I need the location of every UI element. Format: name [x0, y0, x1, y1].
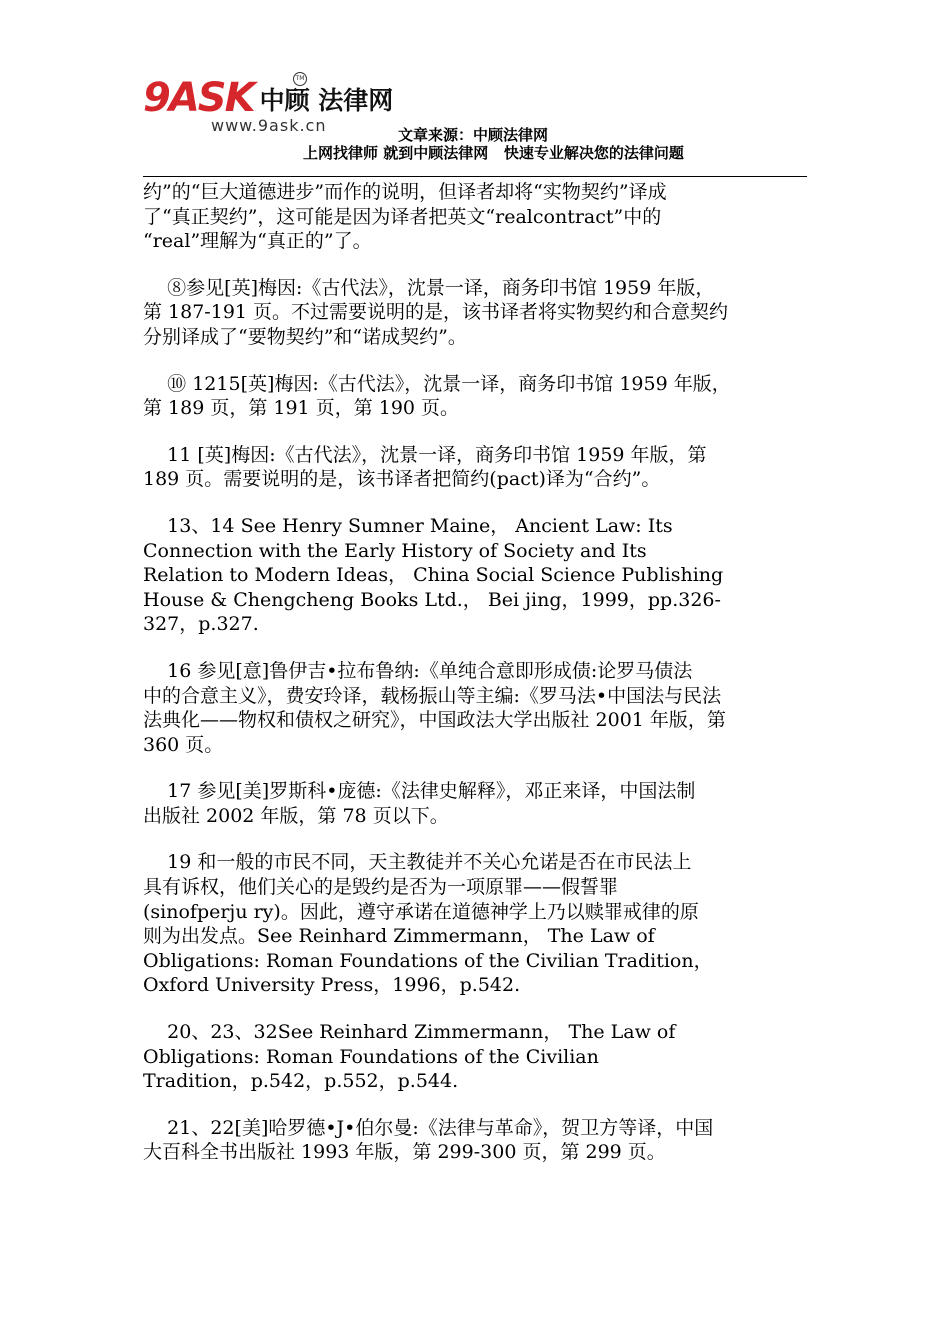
- logo-mark: 9ASK: [143, 75, 254, 121]
- paragraph: ⑩ 1215[英]梅因:《古代法》，沈景一译，商务印书馆 1959 年版， 第 189 页，第 191 页，第 190 页。: [143, 372, 731, 420]
- header-divider: [143, 176, 807, 177]
- paragraph: 19 和一般的市民不同，天主教徒并不关心允诺是否在市民法上 具有诉权，他们关心的是毁约是否为一项原罪——假誓罪 (sinofperju ry)。因此，遵守承诺在道德神学上乃以赎罪戒律的原 则为出发点。See Reinhard Zimmermann， The Law of Obligations: Roman Foundations of the Civilian Tradition， Oxford University Press，1996，p.542.: [143, 851, 713, 997]
- paragraph: 20、23、32See Reinhard Zimmermann， The Law of Obligations: Roman Foundations of the Civilian Tradition，p.542，p.552，p.544.: [143, 1021, 676, 1093]
- article-source: 文章来源：中顾法律网: [398, 126, 549, 144]
- logo-wordmark: [143, 75, 394, 121]
- paragraph: 21、22[美]哈罗德•J•伯尔曼:《法律与革命》，贺卫方等译，中国 大百科全书出版社 1993 年版，第 299-300 页，第 299 页。: [143, 1116, 714, 1164]
- paragraph: 11 [英]梅因:《古代法》，沈景一译，商务印书馆 1959 年版，第 189 页。需要说明的是，该书译者把简约(pact)译为“合约”。: [143, 443, 707, 491]
- paragraph: 13、14 See Henry Sumner Maine， Ancient Law: Its Connection with the Early History of Society and Its Relation to Modern Ideas， China Social Science Publishing House & Chengcheng Books Ltd.， Bei jing，1999，pp.326- 327，p.327.: [143, 514, 724, 636]
- header-slogan: 上网找律师 就到中顾法律网 快速专业解决您的法律问题: [303, 144, 684, 162]
- document-body: [143, 180, 807, 1187]
- site-logo[interactable]: [143, 72, 403, 138]
- paragraph: 16 参见[意]鲁伊吉•拉布鲁纳:《单纯合意即形成债:论罗马债法 中的合意主义》，费安玲译，载杨振山等主编:《罗马法•中国法与民法 法典化——物权和债权之研究》，中国政法大学出版社 2001 年版，第 360 页。: [143, 659, 726, 756]
- logo-name: 中顾 法律网: [259, 86, 394, 115]
- page-header: [0, 0, 950, 180]
- logo-url: www.9ask.cn: [211, 116, 327, 135]
- paragraph: 约”的“巨大道德进步”而作的说明，但译者却将“实物契约”译成 了“真正契约”，这可能是因为译者把英文“realcontract”中的 “real”理解为“真正的”了。: [143, 181, 667, 253]
- trademark-icon: TM: [293, 72, 307, 86]
- paragraph: ⑧参见[英]梅因:《古代法》，沈景一译，商务印书馆 1959 年版， 第 187-191 页。不过需要说明的是，该书译者将实物契约和合意契约 分别译成了“要物契约”和“诺成契约”。: [143, 276, 729, 348]
- paragraph: 17 参见[美]罗斯科•庞德:《法律史解释》，邓正来译，中国法制 出版社 2002 年版，第 78 页以下。: [143, 780, 696, 827]
